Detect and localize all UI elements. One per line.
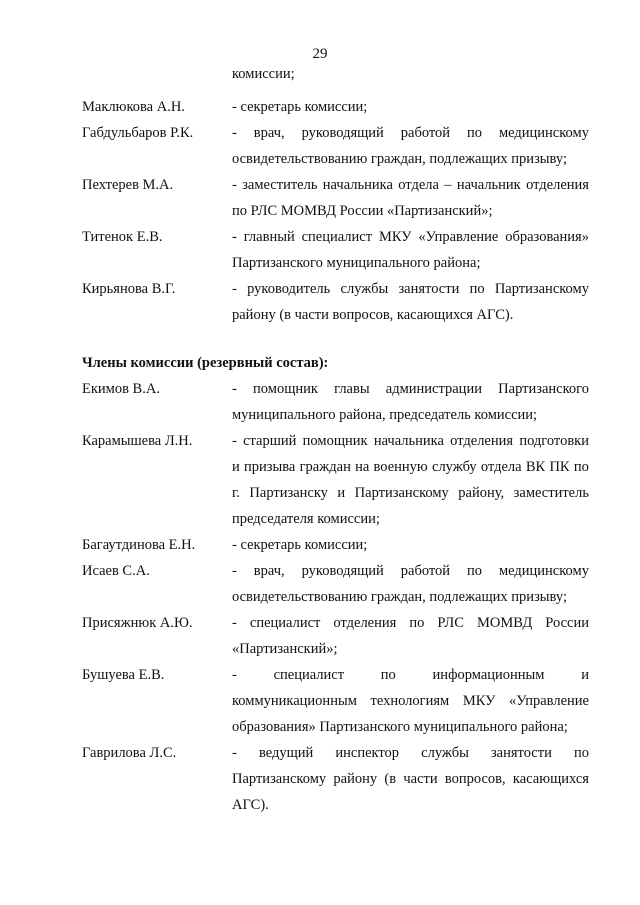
word: работой — [400, 125, 451, 141]
member-name: Титенок Е.В. — [82, 229, 163, 245]
word: - — [232, 177, 237, 193]
member-role-line — [232, 666, 589, 684]
word: - — [232, 433, 237, 449]
word: главы — [334, 381, 370, 397]
word: отделения — [333, 615, 397, 631]
word: начальника — [373, 433, 444, 449]
word: технологиям — [370, 693, 450, 709]
word: информационным — [432, 667, 545, 683]
member-role-line — [232, 692, 589, 710]
word: МКУ — [462, 693, 496, 709]
word: отделения — [450, 433, 514, 449]
word: специалист — [273, 667, 345, 683]
word: и — [581, 667, 589, 683]
word: - — [232, 125, 237, 141]
member-role-line — [232, 432, 589, 450]
member-name: Карамышева Л.Н. — [82, 433, 193, 449]
word: вопросов, — [444, 771, 506, 787]
member-role-line — [232, 484, 589, 502]
word: - — [232, 281, 237, 297]
word: и — [337, 485, 346, 501]
word: отделения — [526, 177, 589, 193]
member-name: Пехтерев М.А. — [82, 177, 174, 193]
word: занятости — [398, 281, 460, 297]
word: касающихся — [512, 771, 589, 787]
member-name: Габдульбаров Р.К. — [82, 125, 194, 141]
member-role-line: району (в части вопросов, касающихся АГС). — [232, 307, 514, 323]
word: по — [467, 125, 483, 141]
member-role-line: по РЛС МОМВД России «Партизанский»; — [232, 203, 493, 219]
member-role-line — [232, 770, 589, 788]
member-role-line — [232, 380, 589, 398]
word: - — [232, 229, 237, 245]
word: России — [545, 615, 589, 631]
reserve-heading: Члены комиссии (резервный состав): — [82, 355, 329, 371]
word: начальника — [322, 177, 393, 193]
member-name: Исаев С.А. — [82, 563, 150, 579]
word: Партизанску — [249, 485, 328, 501]
word: по — [573, 745, 589, 761]
word: старший — [243, 433, 297, 449]
member-name: Присяжнюк А.Ю. — [82, 615, 193, 631]
word: части — [403, 771, 438, 787]
word: г. — [232, 485, 240, 501]
member-role-line: - секретарь комиссии; — [232, 99, 368, 115]
word: специалист — [249, 615, 321, 631]
member-name: Кирьянова В.Г. — [82, 281, 176, 297]
member-role-line: - секретарь комиссии; — [232, 537, 368, 553]
word: и — [232, 459, 240, 475]
member-role-line: председателя комиссии; — [232, 511, 380, 527]
word: занятости — [490, 745, 552, 761]
word: начальник — [456, 177, 521, 193]
word: подготовки — [519, 433, 589, 449]
word: руководитель — [247, 281, 331, 297]
member-name: Бушуева Е.В. — [82, 667, 165, 683]
word: руководящий — [301, 125, 384, 141]
word: заместитель — [242, 177, 318, 193]
word: району — [333, 771, 378, 787]
word: району, — [458, 485, 505, 501]
word: по — [573, 459, 589, 475]
word: отдела — [480, 459, 522, 475]
word: «Управление — [418, 229, 499, 245]
member-role-line: АГС). — [232, 797, 269, 813]
member-role-line — [232, 124, 589, 142]
word: образования» — [505, 229, 589, 245]
word: специалист — [301, 229, 373, 245]
member-name: Багаутдинова Е.Н. — [82, 537, 196, 553]
word: медицинскому — [498, 563, 589, 579]
member-role-line: Партизанского муниципального района; — [232, 255, 481, 271]
word: Партизанскому — [494, 281, 589, 297]
word: «Управление — [509, 693, 589, 709]
word: по — [467, 563, 483, 579]
member-role-line — [232, 280, 589, 298]
word: службу — [432, 459, 477, 475]
member-role-line: «Партизанский»; — [232, 641, 338, 657]
word: работой — [400, 563, 451, 579]
word: инспектор — [335, 745, 400, 761]
word: ВК — [525, 459, 546, 475]
word: ведущий — [258, 745, 314, 761]
word: главный — [243, 229, 295, 245]
word: - — [232, 563, 237, 579]
word: помощник — [302, 433, 368, 449]
continuation-text: комиссии; — [232, 66, 295, 82]
member-role-line: муниципального района, председатель комиссии; — [232, 407, 538, 423]
member-role-line: образования» Партизанского муниципального района; — [232, 719, 568, 735]
word: военную — [373, 459, 428, 475]
word: врач, — [253, 563, 285, 579]
word: – — [444, 177, 452, 193]
word: коммуникационным — [232, 693, 357, 709]
word: врач, — [253, 125, 285, 141]
page-number: 29 — [312, 46, 328, 62]
word: по — [469, 281, 485, 297]
word: МКУ — [378, 229, 412, 245]
member-name: Екимов В.А. — [82, 381, 160, 397]
word: Партизанскому — [354, 485, 449, 501]
member-role-line — [232, 458, 589, 476]
member-name: Гаврилова Л.С. — [82, 745, 177, 761]
word: по — [409, 615, 425, 631]
word: (в — [384, 771, 397, 787]
word: медицинскому — [498, 125, 589, 141]
word: на — [355, 459, 370, 475]
word: РЛС — [437, 615, 464, 631]
word: службы — [421, 745, 469, 761]
word: по — [380, 667, 396, 683]
word: помощник — [253, 381, 318, 397]
word: заместитель — [513, 485, 589, 501]
member-role-line — [232, 562, 589, 580]
word: призыва — [244, 459, 296, 475]
word: - — [232, 745, 237, 761]
word: службы — [340, 281, 389, 297]
member-role-line — [232, 614, 589, 632]
word: МОМВД — [476, 615, 533, 631]
word: - — [232, 381, 237, 397]
word: граждан — [299, 459, 351, 475]
word: - — [232, 615, 237, 631]
word: ПК — [549, 459, 570, 475]
word: отдела — [398, 177, 439, 193]
word: руководящий — [301, 563, 384, 579]
member-role-line: освидетельствованию граждан, подлежащих призыву; — [232, 589, 567, 605]
member-role-line: освидетельствованию граждан, подлежащих призыву; — [232, 151, 567, 167]
member-name: Маклюкова А.Н. — [82, 99, 185, 115]
word: Партизанского — [498, 381, 589, 397]
word: - — [232, 667, 237, 683]
word: Партизанскому — [232, 771, 327, 787]
member-role-line — [232, 744, 589, 762]
member-role-line — [232, 176, 589, 194]
word: администрации — [385, 381, 482, 397]
member-role-line — [232, 228, 589, 246]
